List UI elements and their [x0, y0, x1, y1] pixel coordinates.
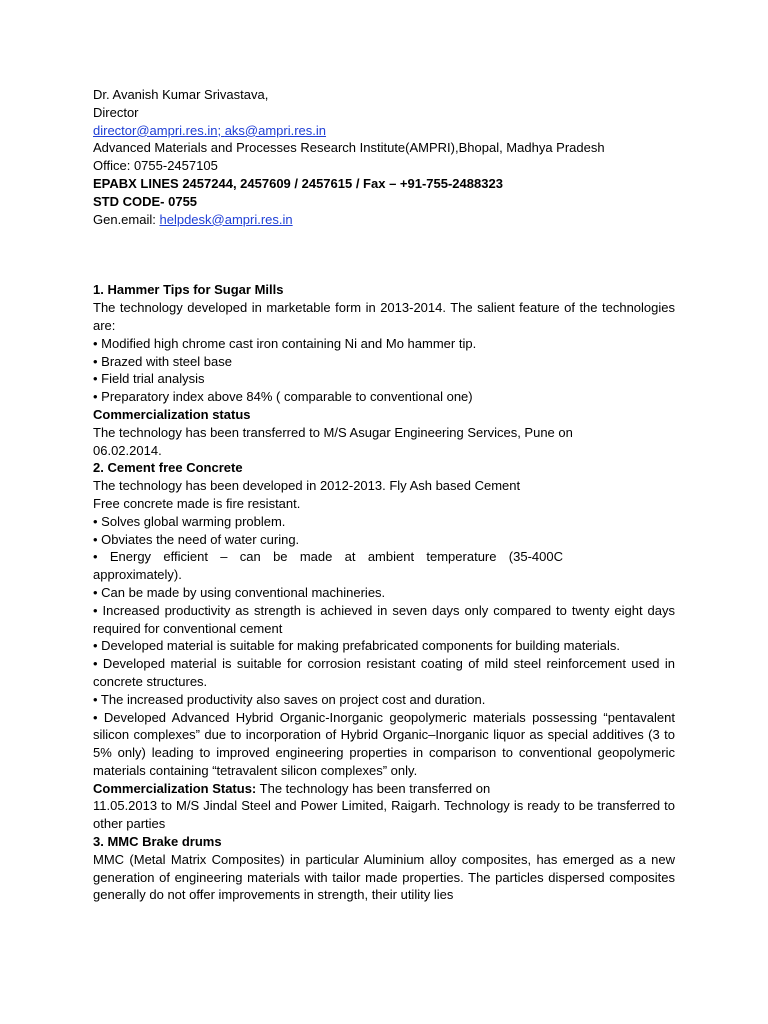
section-1-status-label: Commercialization status [93, 406, 251, 422]
section-1-bullet: • Preparatory index above 84% ( comparable to conventional one) [93, 389, 473, 405]
section-3-heading: 3. MMC Brake drums [93, 834, 222, 850]
section-1-heading: 1. Hammer Tips for Sugar Mills [93, 282, 284, 298]
section-2-bullet: • Developed material is suitable for corrosion resistant coating of mild steel reinforcement used in concrete structures. [93, 656, 675, 689]
general-email [93, 211, 675, 229]
spacer [93, 228, 675, 281]
section-1-bullet: • Field trial analysis [93, 371, 205, 387]
email-aks-link[interactable]: aks@ampri.res.in [224, 122, 327, 138]
document-page [93, 86, 675, 904]
email-separator: ; [217, 122, 225, 138]
contact-name: Dr. Avanish Kumar Srivastava, [93, 87, 269, 102]
std-code: STD CODE- 0755 [93, 193, 198, 209]
section-1-status-text: The technology has been transferred to M/S Asugar Engineering Services, Pune on 06.02.2014. [93, 424, 573, 458]
section-1-bullet: • Brazed with steel base [93, 353, 232, 369]
general-email-label: Gen.email: [93, 211, 160, 227]
contact-emails [93, 122, 675, 140]
section-2-intro-line-1: The technology has been developed in 2012-2013. Fly Ash based Cement [93, 478, 521, 494]
office-phone: Office: 0755-2457105 [93, 158, 218, 174]
email-director-link[interactable]: director@ampri.res.in [93, 122, 218, 138]
section-2-bullet: • Developed Advanced Hybrid Organic-Inorganic geopolymeric materials possessing “pentavalent silicon complexes” due to incorporation of Hybrid Organic–Inorganic liquor as special additives (3 to 5% only) leading to improved engineering properties in comparison to conventional geopolymeric materials containing “tetravalent silicon complexes” only. [93, 709, 675, 778]
contact-title: Director [93, 104, 139, 120]
section-2-bullet: • Solves global warming problem. [93, 513, 286, 529]
section-2-bullet: • Increased productivity as strength is achieved in seven days only compared to twenty eight days required for conventional cement [93, 602, 675, 636]
section-2-bullet: • Obviates the need of water curing. [93, 531, 300, 547]
section-2-bullet: • Energy efficient – can be made at ambient temperature (35-400C approximately). [93, 549, 563, 583]
section-2-status-label: Commercialization Status: [93, 780, 257, 796]
section-2-status-detail: 11.05.2013 to M/S Jindal Steel and Power Limited, Raigarh. Technology is ready to be transferred to other parties [93, 798, 675, 832]
section-2-bullet: • Developed material is suitable for making prefabricated components for building materials. [93, 638, 620, 654]
section-2-status [93, 780, 675, 798]
epabx-lines: EPABX LINES 2457244, 2457609 / 2457615 / Fax – +91-755-2488323 [93, 175, 503, 191]
section-1-bullet: • Modified high chrome cast iron containing Ni and Mo hammer tip. [93, 335, 477, 351]
helpdesk-email-link[interactable]: helpdesk@ampri.res.in [159, 211, 293, 227]
section-2-intro-line-2: Free concrete made is fire resistant. [93, 495, 301, 511]
section-3-text: MMC (Metal Matrix Composites) in particular Aluminium alloy composites, has emerged as a new generation of engineering materials with tailor made properties. The particles dispersed composites generally do not offer improvements in strength, their utility lies [93, 851, 675, 903]
section-2-heading: 2. Cement free Concrete [93, 460, 243, 476]
section-2-bullet: • The increased productivity also saves on project cost and duration. [93, 691, 486, 707]
section-2-status-text: The technology has been transferred on [256, 780, 491, 796]
section-2-bullet: • Can be made by using conventional machineries. [93, 584, 386, 600]
institute-name: Advanced Materials and Processes Research Institute(AMPRI),Bhopal, Madhya Pradesh [93, 140, 605, 156]
section-1-intro: The technology developed in marketable form in 2013-2014. The salient feature of the technologies are: [93, 300, 675, 333]
